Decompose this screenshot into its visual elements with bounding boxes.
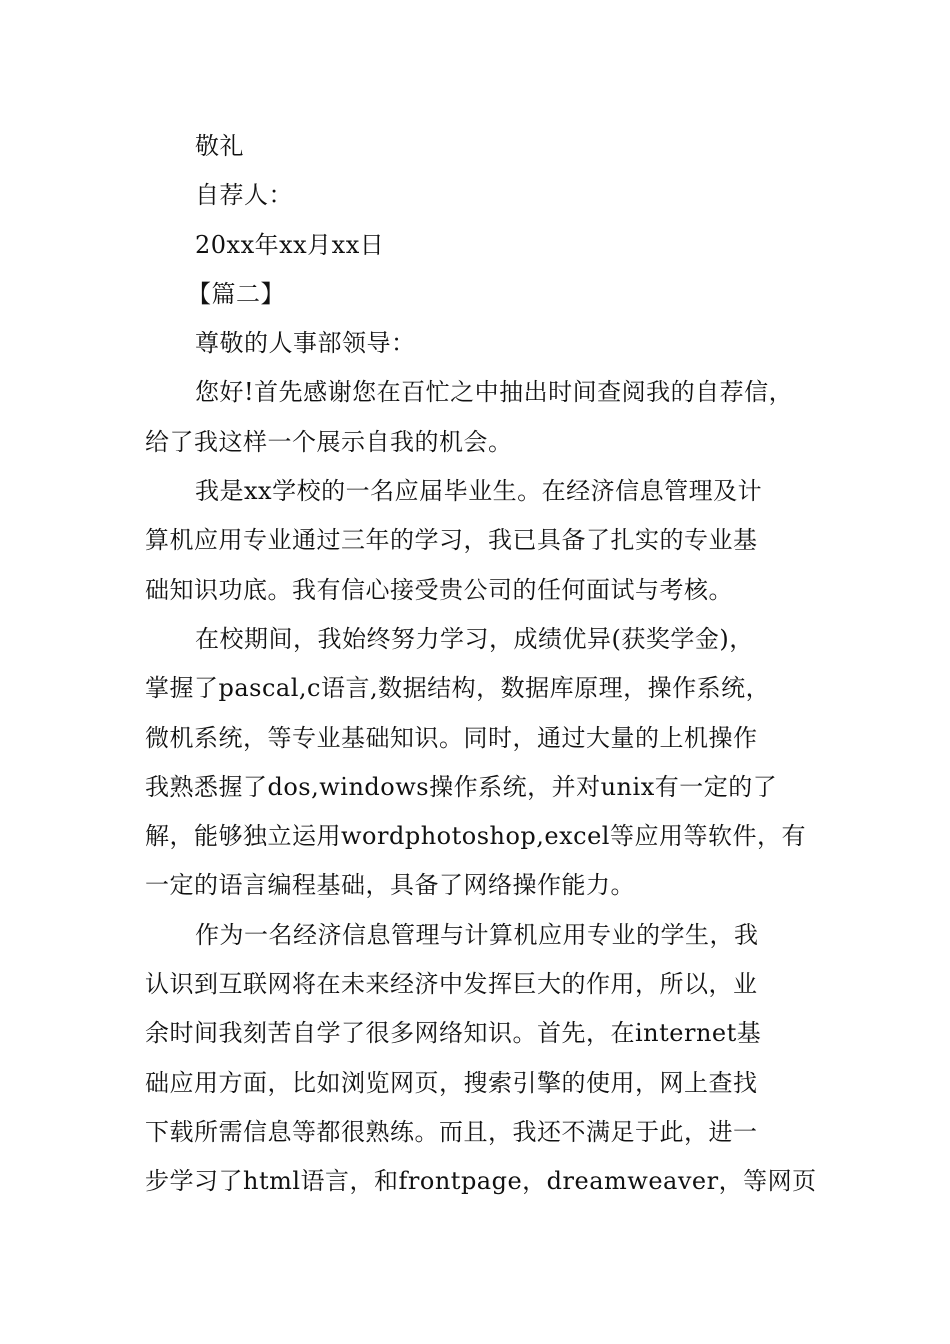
text-line: 在校期间，我始终努力学习，成绩优异(获奖学金)， [195,624,754,653]
text-line: 20xx年xx月xx日 [195,230,385,259]
text-line: 算机应用专业通过三年的学习，我已具备了扎实的专业基 [145,526,758,555]
text-line: 一定的语言编程基础，具备了网络操作能力。 [145,871,635,900]
text-line: 下载所需信息等都很熟练。而且，我还不满足于此，进一 [145,1117,758,1146]
text-line: 微机系统，等专业基础知识。同时，通过大量的上机操作 [145,723,758,752]
text-line: 础应用方面，比如浏览网页，搜索引擎的使用，网上查找 [145,1068,758,1097]
text-line: 作为一名经济信息管理与计算机应用专业的学生，我 [195,920,759,949]
text-line: 尊敬的人事部领导： [195,329,416,358]
text-line: 我熟悉握了dos,windows操作系统，并对unix有一定的了 [145,772,778,801]
text-line: 敬礼 [195,132,244,160]
text-line: 掌握了pascal,c语言,数据结构，数据库原理，操作系统， [145,674,771,703]
text-line: 您好!首先感谢您在百忙之中抽出时间查阅我的自荐信， [195,378,794,407]
text-line: 给了我这样一个展示自我的机会。 [145,427,513,456]
document-body [145,122,817,1207]
section-heading: 【篇二】 [187,279,285,308]
text-line: 础知识功底。我有信心接受贵公司的任何面试与考核。 [145,575,733,604]
text-line: 认识到互联网将在未来经济中发挥巨大的作用，所以，业 [145,970,758,999]
text-line: 余时间我刻苦自学了很多网络知识。首先，在internet基 [145,1019,762,1048]
text-line: 我是xx学校的一名应届毕业生。在经济信息管理及计 [195,477,763,506]
text-line: 步学习了html语言，和frontpage，dreamweaver，等网页 [145,1167,817,1196]
text-line: 自荐人： [195,181,293,210]
text-line: 解，能够独立运用wordphotoshop,excel等应用等软件，有 [145,822,806,851]
